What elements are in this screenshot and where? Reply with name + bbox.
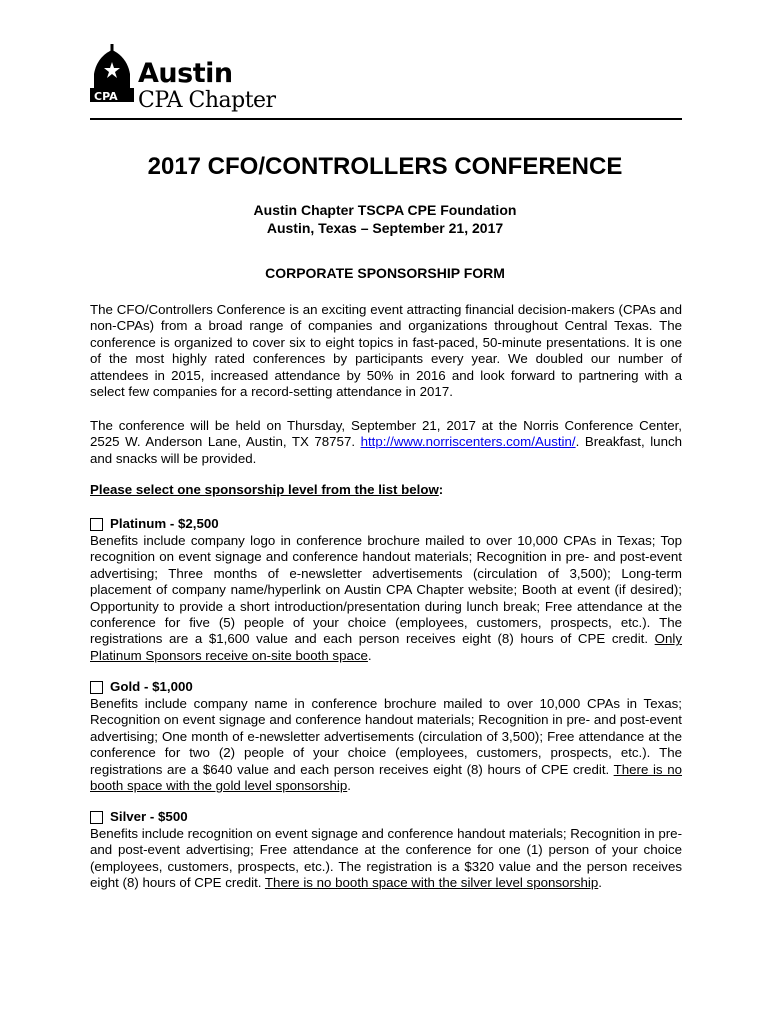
level-note: Only Platinum Sponsors receive on-site booth space bbox=[90, 631, 682, 663]
level-description: Benefits include company name in conference brochure mailed to over 10,000 CPAs in Texas; Recognition on event signage and conference handout materials; Recognition in pre- and post-event advertising; One month of e-newsletter advertisements (circulation of 3,500); Free attendance at the conference for two (2) people of your choice (employees, customers, prospects, etc.). The registrations are a $640 value and each person receives eight (8) hours of CPE credit. There is no booth space with the gold level sponsorship. bbox=[90, 696, 682, 794]
header-divider bbox=[90, 118, 682, 120]
level-note: There is no booth space with the silver level sponsorship bbox=[264, 875, 599, 891]
instruction-text: Please select one sponsorship level from the list below bbox=[90, 482, 439, 497]
subtitle-organization: Austin Chapter TSCPA CPE Foundation bbox=[253, 202, 517, 218]
sponsorship-level-silver bbox=[90, 808, 682, 892]
venue-paragraph bbox=[90, 418, 682, 467]
level-description: Benefits include company logo in conference brochure mailed to over 10,000 CPAs in Texas; Top recognition on event signage and conference handout materials; Recognition in pre- and post-event advertising; Three months of e-newsletter advertisements (circulation of 3,500); Long-term placement of company name/hyperlink on Austin CPA Chapter website; Booth at event (if desired); Opportunity to provide a short introduction/presentation during lunch break; Free attendance at the conference for five (5) people of your choice (employees, customers, prospects, etc.). The registrations are a $1,600 value and each person receives eight (8) hours of CPE credit. Only Platinum Sponsors receive on-site booth space. bbox=[90, 533, 682, 663]
level-note: There is no booth space with the gold level sponsorship bbox=[90, 761, 682, 794]
logo-subname: CPA Chapter bbox=[138, 88, 276, 113]
selection-instruction: Please select one sponsorship level from the list below: bbox=[90, 482, 444, 497]
level-name: Silver - $500 bbox=[110, 808, 188, 824]
silver-checkbox[interactable] bbox=[90, 811, 103, 824]
venue-text: The conference will be held on Thursday, September 21, 2017 at the Norris Conference Center, 2525 W. Anderson Lane, Austin, TX 78757. bbox=[90, 418, 682, 450]
capitol-dome-icon bbox=[88, 44, 136, 114]
sponsorship-level-gold bbox=[90, 678, 682, 794]
form-title: CORPORATE SPONSORSHIP FORM bbox=[265, 265, 505, 281]
venue-text-end: . Breakfast, lunch and snacks will be provided. bbox=[90, 434, 683, 466]
chapter-logo bbox=[88, 44, 288, 120]
logo-badge: CPA bbox=[94, 90, 118, 103]
venue-link[interactable]: http://www.norriscenters.com/Austin/ bbox=[360, 434, 576, 450]
platinum-checkbox[interactable] bbox=[90, 518, 103, 531]
level-name: Platinum - $2,500 bbox=[110, 515, 219, 531]
level-name: Gold - $1,000 bbox=[110, 678, 193, 694]
document-subtitle bbox=[0, 201, 770, 237]
gold-checkbox[interactable] bbox=[90, 681, 103, 694]
subtitle-location-date: Austin, Texas – September 21, 2017 bbox=[266, 220, 504, 236]
document-title: 2017 CFO/CONTROLLERS CONFERENCE bbox=[147, 153, 623, 180]
intro-paragraph: The CFO/Controllers Conference is an exciting event attracting financial decision-makers (CPAs and non-CPAs) from a broad range of companies and organizations throughout Central Texas. The conference is organized to cover six to eight topics in fast-paced, 50-minute presentations. It is one of the most highly rated conferences by participants every year. We doubled our number of attendees in 2015, increased attendance by 50% in 2016 and look forward to partnering with a select few companies for a record-setting attendance in 2017. bbox=[90, 302, 682, 400]
level-description: Benefits include recognition on event signage and conference handout materials; Recognition in pre- and post-event advertising; Free attendance at the conference for one (1) person of your choice (employees, customers, prospects, etc.). The registration is a $320 value and the person receives eight (8) hours of CPE credit. There is no booth space with the silver level sponsorship. bbox=[90, 826, 682, 891]
logo-name: Austin bbox=[138, 58, 233, 89]
sponsorship-level-platinum bbox=[90, 515, 682, 664]
